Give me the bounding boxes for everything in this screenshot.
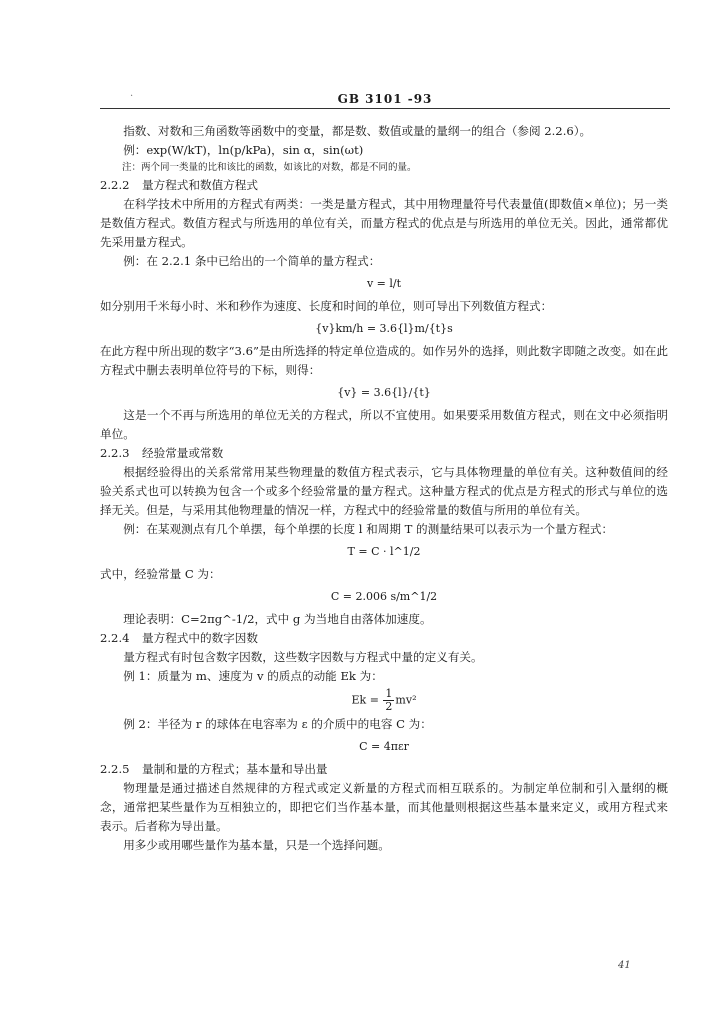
fraction-denominator: 2	[385, 700, 393, 713]
paragraph-example-intro: 例：在 2.2.1 条中已给出的一个简单的量方程式：	[123, 254, 381, 268]
equation-capacitance: C = 4πεr	[359, 740, 409, 753]
paragraph-constant-c: 式中，经验常量 C 为：	[100, 567, 221, 581]
page-body	[100, 122, 668, 855]
section-title: 量制和量的方程式；基本量和导出量	[142, 762, 328, 776]
paragraph-example-functions: 例：exp(W/kT)，ln(p/kPa)，sin α，sin(ωt)	[123, 143, 364, 157]
equation-constant-c: C = 2.006 s/m^1/2	[330, 590, 438, 603]
paragraph-units: 如分别用千米每小时、米和秒作为速度、长度和时间的单位，则可导出下列数值方程式：	[100, 299, 553, 313]
section-title: 经验常量或常数	[142, 446, 224, 460]
paragraph-equation-types: 在科学技术中所用的方程式有两类：一类是量方程式，其中用物理量符号代表量值(即数值×单位)；另一类是数值方程式。数值方程式与所选用的单位有关，而量方程式的优点是与所选用的单位无关。因此，通常都优先采用量方程式。	[100, 197, 668, 249]
paragraph-quantity-systems: 物理量是通过描述自然规律的方程式或定义新量的方程式而相互联系的。为制定单位制和引入量纲的概念，通常把某些量作为互相独立的，即把它们当作基本量，而其他量则根据这些基本量来定义，或用方程式来表示。后者称为导出量。	[100, 781, 668, 833]
paragraph-empirical: 根据经验得出的关系常常用某些物理量的数值方程式表示，它与具体物理量的单位有关。这种数值间的经验关系式也可以转换为包含一个或多个经验常量的量方程式。这种量方程式的优点是方程式的形式与单位的选择无关。但是，与采用其他物理量的情况一样，方程式中的经验常量的数值与所用的单位有关。	[100, 465, 668, 517]
section-heading-2-2-5	[100, 760, 668, 779]
paragraph-base-quantities: 用多少或用哪些量作为基本量，只是一个选择问题。	[123, 838, 390, 852]
page-header	[100, 92, 670, 109]
section-number: 2.2.5	[100, 762, 130, 776]
paragraph-numeric-factors: 量方程式有时包含数字因数，这些数字因数与方程式中量的定义有关。	[123, 650, 483, 664]
section-title: 量方程式和数值方程式	[142, 178, 258, 192]
note: 注：两个同一类量的比和该比的函数，如该比的对数，都是不同的量。	[122, 162, 417, 173]
paragraph-factor: 在此方程中所出现的数字“3.6”是由所选择的特定单位造成的。如作另外的选择，则此数字即随之改变。如在此方程式中删去表明单位符号的下标，则得：	[100, 344, 668, 377]
paragraph-1: 指数、对数和三角函数等函数中的变量，都是数、数值或量的量纲一的组合（参阅 2.2.6）。	[123, 124, 592, 138]
fraction	[383, 688, 394, 713]
paragraph-example-capacitance: 例 2：半径为 r 的球体在电容率为 ε 的介质中的电容 C 为：	[123, 717, 432, 731]
equation-numeric-no-units: {v} = 3.6{l}/{t}	[337, 386, 431, 399]
section-heading-2-2-2	[100, 176, 668, 195]
header-dot: .	[130, 88, 134, 99]
paragraph-pendulum: 例：在某观测点有几个单摆，每个单摆的长度 l 和周期 T 的测量结果可以表示为一个量方程式：	[123, 522, 614, 536]
equation-rhs: mv²	[395, 693, 417, 707]
equation-kinetic-energy	[100, 688, 668, 713]
section-title: 量方程式中的数字因数	[142, 631, 258, 645]
section-number: 2.2.3	[100, 446, 130, 460]
paragraph-theory: 理论表明：C=2πg^-1/2，式中 g 为当地自由落体加速度。	[123, 612, 432, 626]
equation-velocity: v = l/t	[366, 277, 402, 290]
section-number: 2.2.4	[100, 631, 130, 645]
page-number: 41	[618, 960, 631, 971]
standard-code: GB 3101 -93	[337, 92, 433, 106]
paragraph-not-recommended: 这是一个不再与所选用的单位无关的方程式，所以不宜使用。如果要采用数值方程式，则在文中必须指明单位。	[100, 408, 668, 441]
equation-numeric-velocity: {v}km/h = 3.6{l}m/{t}s	[315, 322, 453, 335]
paragraph-example-kinetic: 例 1：质量为 m、速度为 v 的质点的动能 Ek 为：	[123, 669, 383, 683]
section-heading-2-2-4	[100, 629, 668, 648]
section-number: 2.2.2	[100, 178, 130, 192]
section-heading-2-2-3	[100, 444, 668, 463]
equation-pendulum: T = C · l^1/2	[347, 545, 421, 558]
equation-lhs: Ek =	[351, 693, 383, 707]
fraction-numerator: 1	[385, 687, 393, 700]
